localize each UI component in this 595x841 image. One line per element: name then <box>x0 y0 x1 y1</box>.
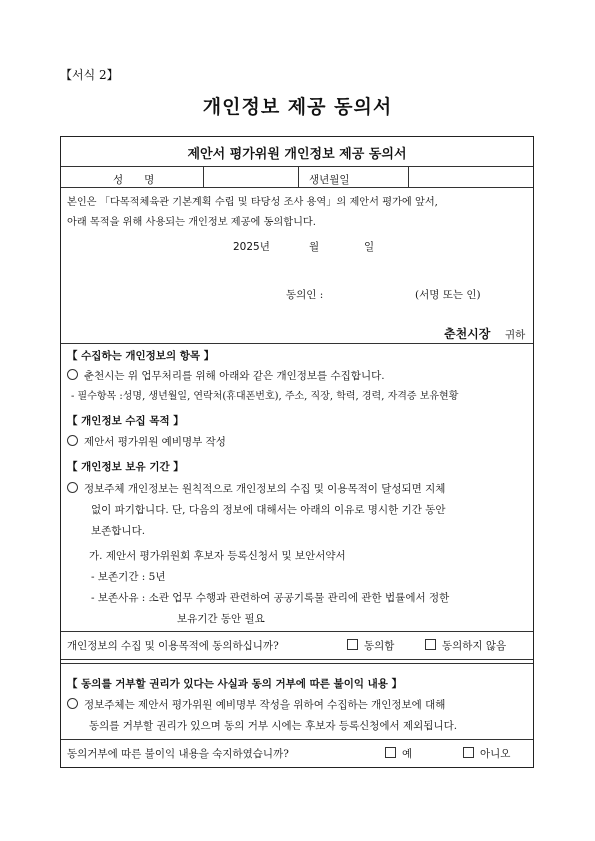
document-title: 개인정보 제공 동의서 <box>202 96 393 118</box>
collect-items-line-1: 춘천시는 위 업무처리를 위해 아래와 같은 개인정보를 수집합니다. <box>67 368 385 383</box>
retention-line-3: 보존합니다. <box>91 525 146 537</box>
form-box-title: 제안서 평가위원 개인정보 제공 동의서 <box>187 147 407 162</box>
retention-line-2: 없이 파기합니다. 단, 다음의 정보에 대해서는 아래의 이유로 명시한 기간 동안 <box>91 504 446 516</box>
birthdate-field[interactable] <box>413 168 523 184</box>
date-year: 2025년 <box>233 241 270 253</box>
consent-form-box <box>60 136 534 768</box>
refusal-line-1: 정보주체는 제안서 평가위원 예비명부 작성을 위하여 수집하는 개인정보에 대해 <box>67 697 445 712</box>
collect-items-line-2: - 필수항목 :성명, 생년월일, 연락처(휴대폰번호), 주소, 직장, 학력, 경력, 자격증 보유현황 <box>71 391 459 402</box>
intro-text-line-1: 본인은 「다목적체육관 기본계획 수립 및 타당성 조사 용역」의 제안서 평가에 앞서, <box>67 197 438 208</box>
consent-disagree-option[interactable]: 동의하지 않음 <box>425 638 506 653</box>
retention-period: - 보존기간 : 5년 <box>91 571 166 583</box>
checkbox-icon[interactable] <box>347 639 358 650</box>
retention-heading: 【 개인정보 보유 기간 】 <box>67 461 184 473</box>
bullet-circle-icon <box>67 435 78 446</box>
signature-label: (서명 또는 인) <box>415 289 481 301</box>
retention-reason-line-1: - 보존사유 : 소관 업무 수행과 관련하여 공공기록물 관리에 관한 법률에서 정한 <box>91 592 450 604</box>
consent-question: 개인정보의 수집 및 이용목적에 동의하십니까? <box>67 640 279 652</box>
bullet-circle-icon <box>67 369 78 380</box>
consenter-label: 동의인 : <box>286 289 324 301</box>
refusal-heading: 【 동의를 거부할 권리가 있다는 사실과 동의 거부에 따른 불이익 내용 】 <box>67 678 403 690</box>
purpose-heading: 【 개인정보 수집 목적 】 <box>67 415 184 427</box>
consent-agree-option[interactable]: 동의함 <box>347 638 394 653</box>
refusal-no-option[interactable]: 아니오 <box>463 746 510 761</box>
refusal-line-2: 동의를 거부할 권리가 있으며 동의 거부 시에는 후보자 등록신청에서 제외됩니다. <box>89 720 458 732</box>
purpose-line-1: 제안서 평가위원 예비명부 작성 <box>67 434 226 449</box>
name-field[interactable] <box>207 168 297 184</box>
date-day: 일 <box>364 241 375 253</box>
bullet-circle-icon <box>67 698 78 709</box>
retention-line-1: 정보주체 개인정보는 원칙적으로 개인정보의 수집 및 이용목적이 달성되면 지체 <box>67 481 445 496</box>
birthdate-label: 생년월일 <box>309 174 350 186</box>
refusal-question: 동의거부에 따른 불이익 내용을 숙지하였습니까? <box>67 748 289 760</box>
intro-text-line-2: 아래 목적을 위해 사용되는 개인정보 제공에 동의합니다. <box>67 217 317 228</box>
recipient-suffix: 귀하 <box>505 329 526 341</box>
name-label: 성 명 <box>113 174 155 186</box>
form-number-label: 【서식 2】 <box>60 68 119 82</box>
retention-reason-line-2: 보유기간 동안 필요 <box>177 613 265 625</box>
refusal-yes-option[interactable]: 예 <box>385 746 412 761</box>
date-month: 월 <box>309 241 320 253</box>
bullet-circle-icon <box>67 482 78 493</box>
checkbox-icon[interactable] <box>385 747 396 758</box>
checkbox-icon[interactable] <box>425 639 436 650</box>
checkbox-icon[interactable] <box>463 747 474 758</box>
collect-items-heading: 【 수집하는 개인정보의 항목 】 <box>67 350 215 362</box>
recipient-name: 춘천시장 <box>444 327 491 341</box>
retention-item: 가. 제안서 평가위원회 후보자 등록신청서 및 보안서약서 <box>89 550 346 562</box>
